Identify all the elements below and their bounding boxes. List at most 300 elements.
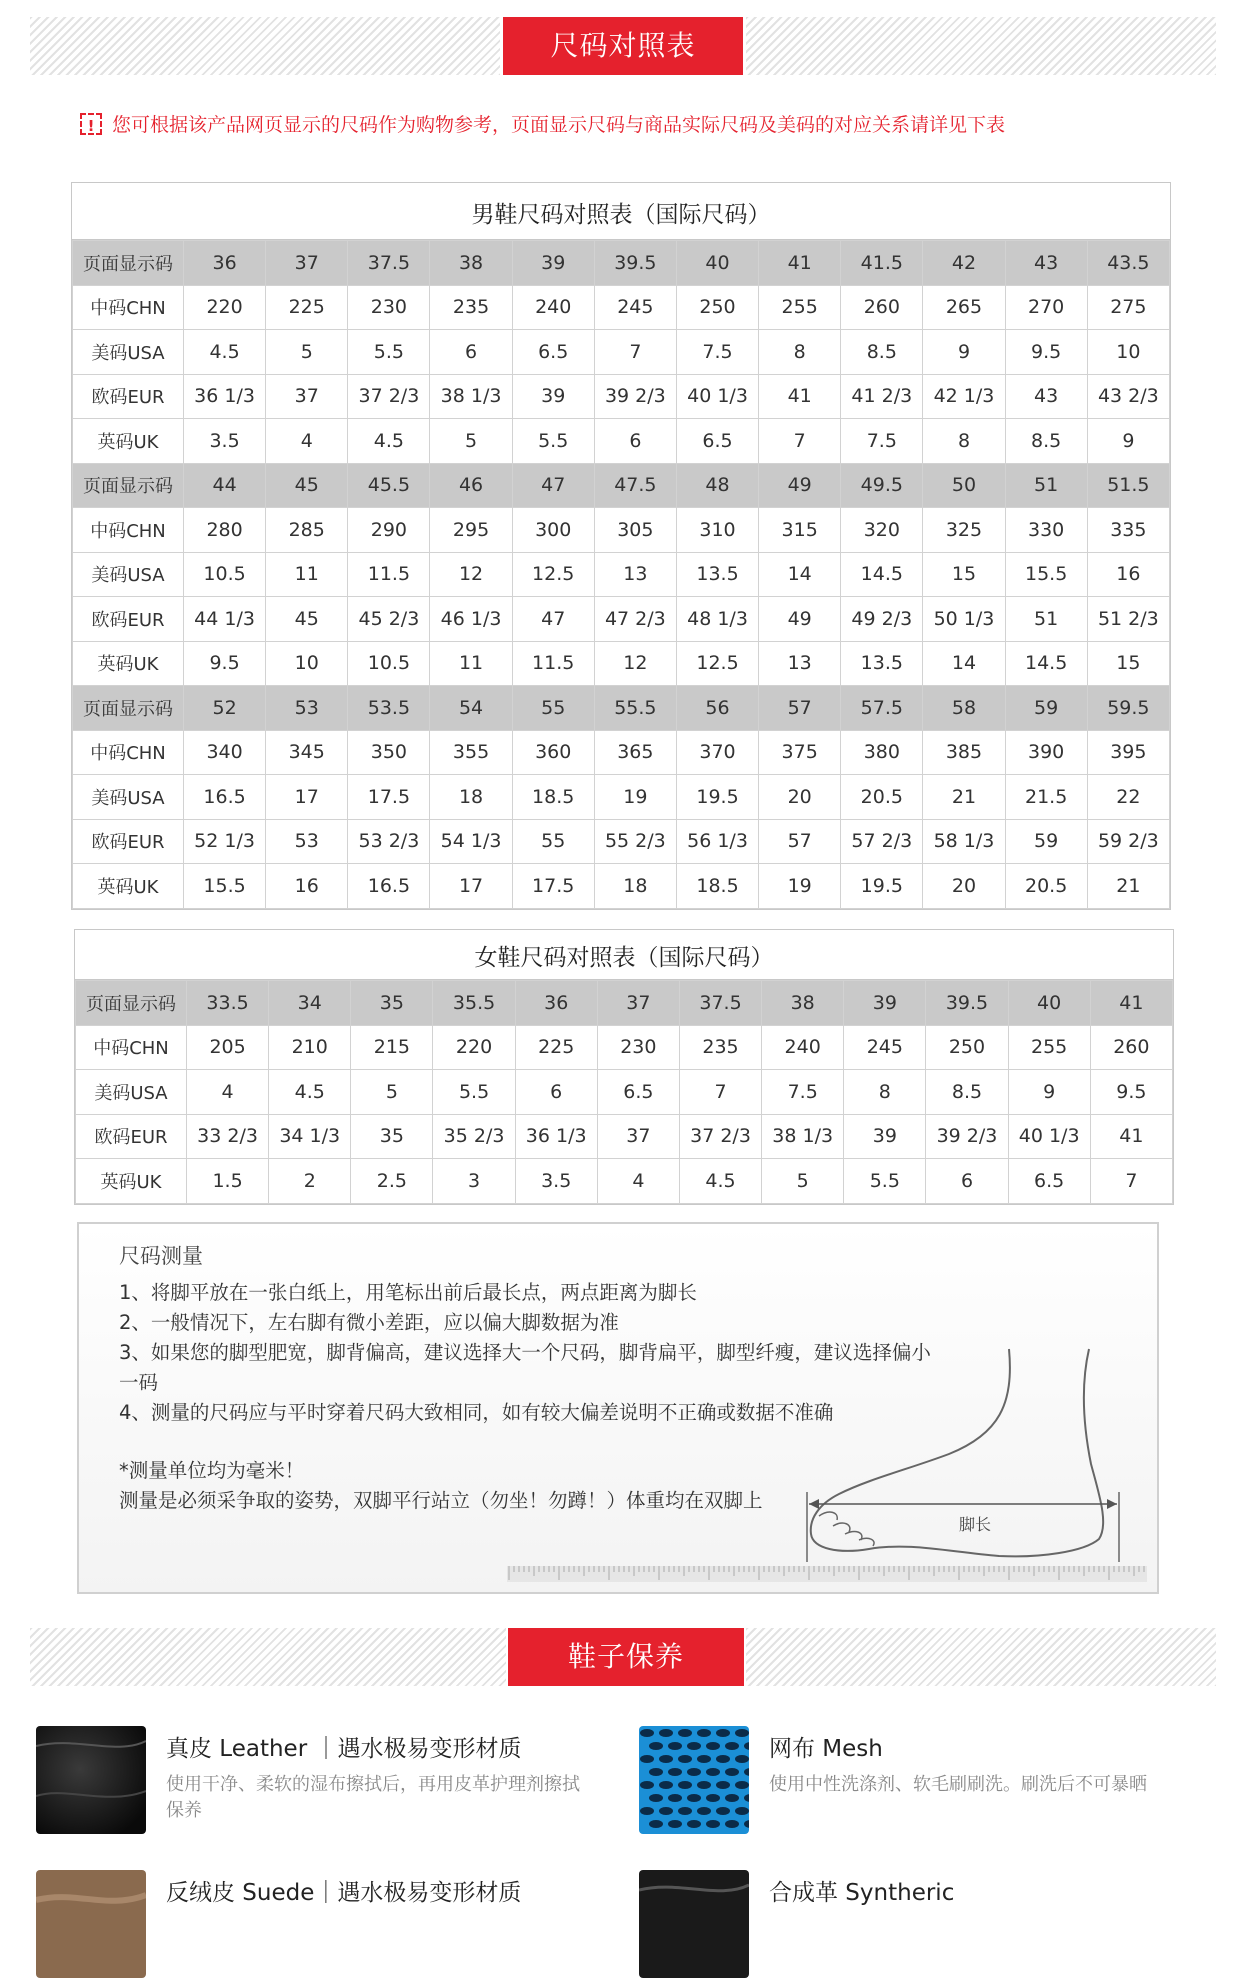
table-cell: 38 1/3 — [430, 374, 512, 419]
table-cell: 55 — [512, 819, 594, 864]
mesh-hole — [640, 1781, 654, 1789]
mesh-desc: 使用中性洗涤剂、软毛刷刷洗。刷洗后不可暴晒 — [769, 1774, 1147, 1795]
table-cell: 15 — [923, 552, 1005, 597]
measure-step: 4、测量的尺码应与平时穿着尺码大致相同，如有较大偏差说明不正确或数据不准确 — [119, 1401, 834, 1424]
synthetic-title: 合成革 Syntheric — [769, 1880, 955, 1906]
table-header-row — [73, 463, 1170, 508]
measure-step: 1、将脚平放在一张白纸上，用笔标出前后最长点，两点距离为脚长 — [119, 1281, 697, 1304]
table-cell: 350 — [348, 730, 430, 775]
table-cell: 7.5 — [762, 1070, 844, 1115]
row-label: 美码USA — [73, 552, 184, 597]
table-cell: 260 — [841, 285, 923, 330]
men-table-title: 男鞋尺码对照表（国际尺码） — [72, 183, 1170, 240]
table-cell: 3.5 — [515, 1159, 597, 1204]
table-cell: 39 — [512, 374, 594, 419]
table-cell: 44 — [184, 463, 266, 508]
mesh-hole — [649, 1820, 663, 1828]
hatch-right — [746, 1628, 1216, 1686]
table-cell: 4 — [187, 1070, 269, 1115]
table-cell: 47 2/3 — [594, 597, 676, 642]
table-cell: 57 — [759, 686, 841, 731]
table-row — [73, 819, 1170, 864]
table-cell: 39 2/3 — [594, 374, 676, 419]
table-cell: 33 2/3 — [187, 1114, 269, 1159]
women-table-grid — [75, 980, 1173, 1204]
table-cell: 46 — [430, 463, 512, 508]
table-cell: 330 — [1005, 508, 1087, 553]
table-cell: 360 — [512, 730, 594, 775]
table-cell: 52 — [184, 686, 266, 731]
table-cell: 36 — [515, 981, 597, 1026]
table-cell: 265 — [923, 285, 1005, 330]
table-cell: 37.5 — [679, 981, 761, 1026]
table-row — [73, 508, 1170, 553]
table-row — [73, 775, 1170, 820]
table-cell: 3 — [433, 1159, 515, 1204]
mesh-hole — [649, 1768, 663, 1776]
table-cell: 35 2/3 — [433, 1114, 515, 1159]
table-cell: 5.5 — [433, 1070, 515, 1115]
table-cell: 52 1/3 — [184, 819, 266, 864]
table-cell: 8 — [844, 1070, 926, 1115]
table-cell: 41.5 — [841, 241, 923, 286]
row-label: 页面显示码 — [73, 686, 184, 731]
table-cell: 53 — [266, 686, 348, 731]
table-cell: 6.5 — [1008, 1159, 1090, 1204]
mesh-hole — [678, 1755, 692, 1763]
mesh-hole — [697, 1755, 711, 1763]
table-cell: 56 1/3 — [676, 819, 758, 864]
row-label: 英码UK — [73, 641, 184, 686]
table-cell: 59 2/3 — [1087, 819, 1169, 864]
table-cell: 53 2/3 — [348, 819, 430, 864]
table-cell: 215 — [351, 1025, 433, 1070]
hatch-left — [30, 1628, 506, 1686]
mesh-hole — [706, 1820, 720, 1828]
table-cell: 240 — [762, 1025, 844, 1070]
table-cell: 47 — [512, 597, 594, 642]
table-cell: 15 — [1087, 641, 1169, 686]
table-cell: 54 — [430, 686, 512, 731]
mesh-hole — [687, 1742, 701, 1750]
table-cell: 14.5 — [1005, 641, 1087, 686]
table-cell: 19.5 — [676, 775, 758, 820]
leather-title: 真皮 Leather ｜遇水极易变形材质 — [166, 1736, 522, 1762]
table-cell: 50 1/3 — [923, 597, 1005, 642]
table-cell: 55 2/3 — [594, 819, 676, 864]
row-label: 欧码EUR — [73, 597, 184, 642]
mesh-hole — [735, 1781, 749, 1789]
table-cell: 12 — [430, 552, 512, 597]
mesh-hole — [659, 1755, 673, 1763]
table-cell: 14 — [923, 641, 1005, 686]
table-cell: 11 — [430, 641, 512, 686]
table-cell: 10.5 — [348, 641, 430, 686]
table-cell: 6 — [430, 330, 512, 375]
table-cell: 19 — [759, 864, 841, 909]
table-cell: 20 — [759, 775, 841, 820]
table-cell: 4.5 — [348, 419, 430, 464]
size-chart-header — [30, 17, 1216, 75]
table-cell: 225 — [266, 285, 348, 330]
table-cell: 41 — [759, 374, 841, 419]
table-cell: 310 — [676, 508, 758, 553]
table-cell: 41 — [1090, 981, 1172, 1026]
table-cell: 15.5 — [184, 864, 266, 909]
row-label: 英码UK — [76, 1159, 187, 1204]
table-cell: 230 — [348, 285, 430, 330]
table-cell: 38 — [430, 241, 512, 286]
table-cell: 235 — [430, 285, 512, 330]
table-cell: 33.5 — [187, 981, 269, 1026]
table-cell: 6.5 — [597, 1070, 679, 1115]
care-item-mesh — [639, 1726, 1199, 1836]
mesh-hole — [678, 1729, 692, 1737]
table-cell: 11.5 — [512, 641, 594, 686]
table-cell: 50 — [923, 463, 1005, 508]
table-cell: 20.5 — [841, 775, 923, 820]
table-cell: 47.5 — [594, 463, 676, 508]
table-cell: 20 — [923, 864, 1005, 909]
table-cell: 19 — [594, 775, 676, 820]
leather-thumbnail — [36, 1726, 146, 1834]
table-cell: 5.5 — [348, 330, 430, 375]
table-row — [73, 374, 1170, 419]
table-cell: 18 — [594, 864, 676, 909]
mesh-hole — [659, 1781, 673, 1789]
mesh-hole — [697, 1729, 711, 1737]
table-cell: 45 2/3 — [348, 597, 430, 642]
table-cell: 57 — [759, 819, 841, 864]
table-cell: 345 — [266, 730, 348, 775]
mesh-hole — [735, 1729, 749, 1737]
row-label: 欧码EUR — [73, 819, 184, 864]
women-size-table — [74, 929, 1174, 1205]
table-cell: 7 — [594, 330, 676, 375]
measurement-box — [77, 1222, 1159, 1594]
table-cell: 58 — [923, 686, 1005, 731]
mesh-hole — [649, 1742, 663, 1750]
table-cell: 8.5 — [926, 1070, 1008, 1115]
table-cell: 270 — [1005, 285, 1087, 330]
mesh-hole — [725, 1820, 739, 1828]
table-cell: 22 — [1087, 775, 1169, 820]
table-cell: 280 — [184, 508, 266, 553]
table-cell: 59.5 — [1087, 686, 1169, 731]
table-cell: 5.5 — [844, 1159, 926, 1204]
table-row — [73, 730, 1170, 775]
table-cell: 375 — [759, 730, 841, 775]
table-cell: 59 — [1005, 819, 1087, 864]
table-cell: 3.5 — [184, 419, 266, 464]
table-cell: 385 — [923, 730, 1005, 775]
hatch-right — [746, 17, 1216, 75]
row-label: 美码USA — [73, 775, 184, 820]
mesh-hole — [687, 1768, 701, 1776]
table-cell: 8.5 — [841, 330, 923, 375]
size-notice — [80, 110, 1005, 137]
table-cell: 5.5 — [512, 419, 594, 464]
measure-note-posture: 测量是必须采争取的姿势，双脚平行站立（勿坐！勿蹲！）体重均在双脚上 — [119, 1489, 763, 1512]
table-cell: 55.5 — [594, 686, 676, 731]
table-cell: 53 — [266, 819, 348, 864]
table-cell: 37 2/3 — [348, 374, 430, 419]
table-cell: 245 — [844, 1025, 926, 1070]
table-cell: 42 1/3 — [923, 374, 1005, 419]
measure-step: 3、如果您的脚型肥宽，脚背偏高，建议选择大一个尺码，脚背扁平，脚型纤瘦，建议选择偏小一码 — [119, 1341, 931, 1394]
table-cell: 37 — [597, 981, 679, 1026]
table-cell: 51.5 — [1087, 463, 1169, 508]
care-item-synthetic — [639, 1870, 1199, 1980]
table-cell: 9.5 — [1005, 330, 1087, 375]
mesh-hole — [716, 1729, 730, 1737]
table-cell: 21 — [923, 775, 1005, 820]
table-cell: 16.5 — [184, 775, 266, 820]
table-cell: 39 — [844, 981, 926, 1026]
table-cell: 8 — [759, 330, 841, 375]
suede-thumbnail — [36, 1870, 146, 1978]
table-cell: 16.5 — [348, 864, 430, 909]
table-cell: 17.5 — [512, 864, 594, 909]
table-cell: 17 — [266, 775, 348, 820]
table-cell: 44 1/3 — [184, 597, 266, 642]
table-cell: 41 — [759, 241, 841, 286]
synthetic-thumbnail — [639, 1870, 749, 1978]
table-cell: 290 — [348, 508, 430, 553]
table-cell: 210 — [269, 1025, 351, 1070]
table-cell: 8.5 — [1005, 419, 1087, 464]
mesh-hole — [725, 1794, 739, 1802]
table-cell: 51 — [1005, 463, 1087, 508]
mesh-hole — [687, 1820, 701, 1828]
table-cell: 9 — [923, 330, 1005, 375]
table-cell: 5 — [351, 1070, 433, 1115]
measure-step: 2、一般情况下，左右脚有微小差距，应以偏大脚数据为准 — [119, 1311, 619, 1334]
table-cell: 21 — [1087, 864, 1169, 909]
table-cell: 340 — [184, 730, 266, 775]
table-cell: 17 — [430, 864, 512, 909]
table-row — [73, 330, 1170, 375]
mesh-hole — [687, 1794, 701, 1802]
mesh-hole — [640, 1807, 654, 1815]
table-cell: 255 — [1008, 1025, 1090, 1070]
men-size-table — [71, 182, 1171, 910]
mesh-thumbnail — [639, 1726, 749, 1834]
table-cell: 49 2/3 — [841, 597, 923, 642]
table-cell: 16 — [1087, 552, 1169, 597]
table-cell: 35 — [351, 981, 433, 1026]
foot-length-label: 脚长 — [959, 1515, 992, 1534]
table-cell: 14.5 — [841, 552, 923, 597]
table-cell: 10.5 — [184, 552, 266, 597]
care-title: 鞋子保养 — [508, 1628, 744, 1686]
table-cell: 39 — [844, 1114, 926, 1159]
table-cell: 7 — [1090, 1159, 1172, 1204]
mesh-hole — [668, 1768, 682, 1776]
table-cell: 48 1/3 — [676, 597, 758, 642]
mesh-hole — [697, 1781, 711, 1789]
table-cell: 18.5 — [676, 864, 758, 909]
table-cell: 38 1/3 — [762, 1114, 844, 1159]
table-cell: 5 — [762, 1159, 844, 1204]
measure-note-unit: *测量单位均为毫米！ — [119, 1459, 305, 1482]
measure-note — [119, 1456, 799, 1516]
table-cell: 37 — [266, 374, 348, 419]
table-row — [73, 597, 1170, 642]
table-cell: 4 — [266, 419, 348, 464]
table-cell: 7 — [759, 419, 841, 464]
table-cell: 13 — [594, 552, 676, 597]
table-cell: 205 — [187, 1025, 269, 1070]
table-cell: 9.5 — [1090, 1070, 1172, 1115]
table-row — [73, 285, 1170, 330]
men-table-grid — [72, 240, 1170, 909]
table-cell: 225 — [515, 1025, 597, 1070]
table-row — [76, 1025, 1173, 1070]
table-cell: 9.5 — [184, 641, 266, 686]
table-cell: 12 — [594, 641, 676, 686]
table-cell: 2.5 — [351, 1159, 433, 1204]
suede-title: 反绒皮 Suede｜遇水极易变形材质 — [166, 1880, 522, 1906]
row-label: 欧码EUR — [73, 374, 184, 419]
table-cell: 240 — [512, 285, 594, 330]
table-cell: 40 1/3 — [1008, 1114, 1090, 1159]
table-cell: 39.5 — [594, 241, 676, 286]
table-cell: 43.5 — [1087, 241, 1169, 286]
table-cell: 13 — [759, 641, 841, 686]
mesh-hole — [716, 1755, 730, 1763]
mesh-hole — [735, 1807, 749, 1815]
table-cell: 6.5 — [512, 330, 594, 375]
table-header-row — [73, 686, 1170, 731]
table-cell: 40 — [1008, 981, 1090, 1026]
table-cell: 58 1/3 — [923, 819, 1005, 864]
mesh-hole — [668, 1794, 682, 1802]
row-label: 页面显示码 — [73, 463, 184, 508]
table-cell: 4.5 — [679, 1159, 761, 1204]
table-cell: 365 — [594, 730, 676, 775]
table-cell: 16 — [266, 864, 348, 909]
table-cell: 7.5 — [676, 330, 758, 375]
table-cell: 6 — [926, 1159, 1008, 1204]
table-cell: 49 — [759, 463, 841, 508]
row-label: 中码CHN — [73, 285, 184, 330]
table-cell: 9 — [1087, 419, 1169, 464]
table-cell: 370 — [676, 730, 758, 775]
measure-title: 尺码测量 — [119, 1244, 203, 1268]
mesh-hole — [668, 1820, 682, 1828]
row-label: 美码USA — [73, 330, 184, 375]
care-header — [30, 1628, 1216, 1686]
table-cell: 40 1/3 — [676, 374, 758, 419]
table-cell: 55 — [512, 686, 594, 731]
table-cell: 255 — [759, 285, 841, 330]
table-cell: 42 — [923, 241, 1005, 286]
mesh-hole — [678, 1807, 692, 1815]
table-cell: 6.5 — [676, 419, 758, 464]
table-cell: 260 — [1090, 1025, 1172, 1070]
mesh-hole — [725, 1768, 739, 1776]
mesh-hole — [725, 1742, 739, 1750]
table-cell: 43 — [1005, 374, 1087, 419]
table-cell: 380 — [841, 730, 923, 775]
row-label: 英码UK — [73, 419, 184, 464]
mesh-hole — [678, 1781, 692, 1789]
women-table-title: 女鞋尺码对照表（国际尺码） — [75, 930, 1173, 980]
table-cell: 12.5 — [676, 641, 758, 686]
table-cell: 45.5 — [348, 463, 430, 508]
mesh-hole — [716, 1781, 730, 1789]
table-cell: 51 — [1005, 597, 1087, 642]
table-row — [76, 1070, 1173, 1115]
table-cell: 335 — [1087, 508, 1169, 553]
size-chart-title: 尺码对照表 — [503, 17, 743, 75]
row-label: 中码CHN — [73, 730, 184, 775]
table-cell: 39.5 — [926, 981, 1008, 1026]
table-cell: 56 — [676, 686, 758, 731]
table-cell: 37.5 — [348, 241, 430, 286]
table-cell: 43 2/3 — [1087, 374, 1169, 419]
mesh-hole — [640, 1755, 654, 1763]
table-cell: 395 — [1087, 730, 1169, 775]
table-row — [73, 552, 1170, 597]
table-cell: 45 — [266, 597, 348, 642]
table-cell: 10 — [1087, 330, 1169, 375]
warning-icon: ! — [80, 113, 102, 135]
table-cell: 51 2/3 — [1087, 597, 1169, 642]
table-cell: 36 1/3 — [515, 1114, 597, 1159]
table-cell: 13.5 — [676, 552, 758, 597]
hatch-left — [30, 17, 500, 75]
table-cell: 390 — [1005, 730, 1087, 775]
table-cell: 34 1/3 — [269, 1114, 351, 1159]
table-cell: 245 — [594, 285, 676, 330]
table-cell: 11.5 — [348, 552, 430, 597]
table-cell: 40 — [676, 241, 758, 286]
table-cell: 57 2/3 — [841, 819, 923, 864]
table-row — [73, 864, 1170, 909]
table-cell: 38 — [762, 981, 844, 1026]
table-cell: 21.5 — [1005, 775, 1087, 820]
table-cell: 20.5 — [1005, 864, 1087, 909]
table-cell: 315 — [759, 508, 841, 553]
table-cell: 4 — [597, 1159, 679, 1204]
table-cell: 295 — [430, 508, 512, 553]
mesh-hole — [659, 1729, 673, 1737]
table-cell: 49.5 — [841, 463, 923, 508]
table-cell: 6 — [515, 1070, 597, 1115]
table-cell: 4.5 — [184, 330, 266, 375]
table-cell: 11 — [266, 552, 348, 597]
mesh-hole — [735, 1755, 749, 1763]
care-item-suede — [36, 1870, 596, 1980]
mesh-hole — [716, 1807, 730, 1815]
table-cell: 54 1/3 — [430, 819, 512, 864]
table-cell: 1.5 — [187, 1159, 269, 1204]
table-cell: 34 — [269, 981, 351, 1026]
table-cell: 48 — [676, 463, 758, 508]
mesh-hole — [649, 1794, 663, 1802]
table-cell: 7.5 — [841, 419, 923, 464]
row-label: 英码UK — [73, 864, 184, 909]
table-cell: 12.5 — [512, 552, 594, 597]
table-cell: 9 — [1008, 1070, 1090, 1115]
table-cell: 36 — [184, 241, 266, 286]
table-cell: 355 — [430, 730, 512, 775]
row-label: 中码CHN — [76, 1025, 187, 1070]
table-cell: 17.5 — [348, 775, 430, 820]
table-cell: 49 — [759, 597, 841, 642]
